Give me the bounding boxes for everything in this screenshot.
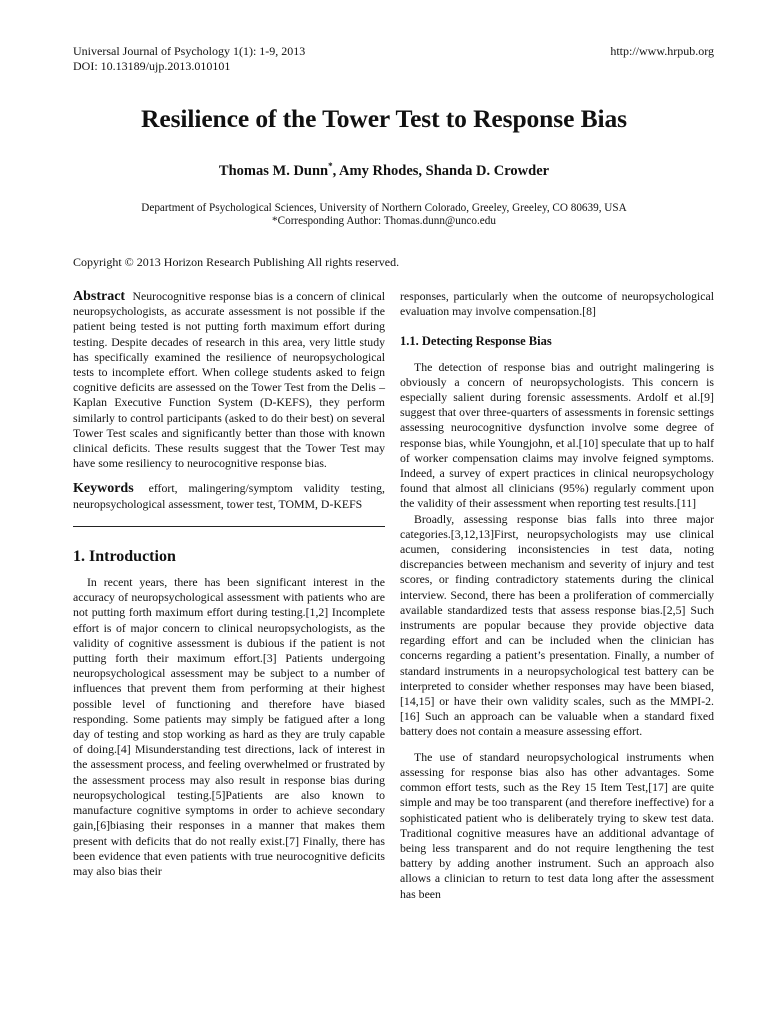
corresponding-mark: *	[328, 161, 333, 171]
right-column	[400, 289, 714, 902]
author-rest: , Amy Rhodes, Shanda D. Crowder	[332, 162, 550, 179]
corresponding-author: *Corresponding Author: Thomas.dunn@unco.edu	[272, 215, 496, 227]
affiliation: Department of Psychological Sciences, University of Northern Colorado, Greeley, Greeley, CO 80639, USA	[141, 202, 627, 214]
journal-citation: Universal Journal of Psychology 1(1): 1-9, 2013	[73, 44, 306, 58]
left-column	[73, 289, 385, 879]
abstract-text: Neurocognitive response bias is a concern of clinical neuropsychologists, as accurate assessment is not possible if the patient being tested is not putting forth maximum effort during testing. Despite decades of research in this area, very little study has specifically examined the resilience of neuropsychological tests to incomplete effort. When college students asked to feign cognitive deficits are assessed on the Tower Test from the Delis – Kaplan Executive Function System (D-KEFS), they perform similarly to control participants (asked to do their best) on several Tower Test scales and significantly better than those with known clinical deficits. These results suggest that the Tower Test may have some resiliency to neurocognitive response bias.	[73, 289, 385, 471]
continued-paragraph: responses, particularly when the outcome of neuropsychological evaluation may involve compensation.[8]	[400, 289, 714, 319]
abstract-label: Abstract	[73, 289, 126, 304]
abstract	[73, 289, 385, 471]
intro-paragraph: In recent years, there has been significant interest in the accuracy of neuropsychological assessment with patients who are not putting forth maximum effort during testing.[1,2] Incomplete effort is of major concern to clinical neuropsychologists, as the validity of cognitive assessment is dubious if the patient is not putting forth their maximum effort.[3] Patients undergoing neuropsychological assessment may be subject to a number of influences that prevent them from performing at their highest possible level of functioning and therefore have biased responding. Some patients may simply be fatigued after a long day of testing and stop working as hard as they are truly capable of doing.[4] Misunderstanding test directions, lack of interest in the assessment process, and feeling overwhelmed or frustrated by the assessment process may also result in response bias during neuropsychological testing.[5]Patients are also known to manufacture cognitive symptoms in order to achieve secondary gain,[6]biasing their responses in a manner that makes them present with deficits that do not really exist.[7] Finally, there has been evidence that even patients with true neurocognitive deficits may also bias their	[73, 575, 385, 878]
keywords	[73, 481, 385, 511]
keywords-text: effort, malingering/symptom validity testing, neuropsychological assessment, tower test, TOMM, D-KEFS	[73, 481, 385, 511]
section-divider	[73, 526, 385, 527]
author-first: Thomas M. Dunn	[218, 162, 329, 179]
doi: DOI: 10.13189/ujp.2013.010101	[73, 59, 231, 73]
journal-url[interactable]: http://www.hrpub.org	[610, 44, 714, 58]
keywords-label: Keywords	[73, 481, 134, 497]
body-paragraph-2: Broadly, assessing response bias falls into three major categories.[3,12,13]First, neuropsychologists may use clinical acumen, considering inconsistencies in test data, noting discrepancies between mechanism and severity of injury and test scores, or finding contradictory statements during the clinical interview. Second, there has been a proliferation of commercially available standardized tests that assess response bias.[2,5] Such instruments are popular because they provide objective data regarding effort and can be included when the clinician has concerns regarding a patient’s presentation. Finally, a number of standard instruments in a neuropsychological test battery can be interpreted to consider whether responses may have been biased,[14,15] or have their own validity scales, such as the MMPI-2.[16] Such an approach can be valuable when a standard fixed battery does not contain a measure assessing effort.	[400, 511, 714, 739]
introduction-heading: 1. Introduction	[73, 547, 176, 565]
body-paragraph-3: The use of standard neuropsychological instruments when assessing for response bias also has other advantages. Some common effort tests, such as the Rey 15 Item Test,[17] are quite simple and may be too transparent (and therefore ineffective) for a sophisticated patient who is deliberately trying to skew test data. Traditional cognitive measures have an additional advantage of being less transparent and do not require lengthening the test battery by adding another instrument. Such an approach also allows a clinician to return to test data long after the assessment has been	[400, 749, 714, 901]
subsection-heading: 1.1. Detecting Response Bias	[400, 334, 552, 349]
paper-title: Resilience of the Tower Test to Response Bias	[141, 104, 627, 133]
copyright-notice: Copyright © 2013 Horizon Research Publishing All rights reserved.	[73, 255, 400, 269]
author-list	[0, 161, 768, 180]
body-paragraph-1: The detection of response bias and outright malingering is obviously a concern of neuropsychologists. This concern is especially salient during forensic assessments. Ardolf et al.[9] suggest that over three-quarters of assessments in forensic settings assessing neurocognitive dysfunction involve some degree of response bias, while Youngjohn, et al.[10] speculate that up to half of worker compensation claims may involve feigned symptoms. Indeed, a survey of expert practices in clinical neuropsychology found that almost all clinicians (95%) regularly comment upon the validity of their assessment when reporting test results.[11]	[400, 359, 714, 511]
